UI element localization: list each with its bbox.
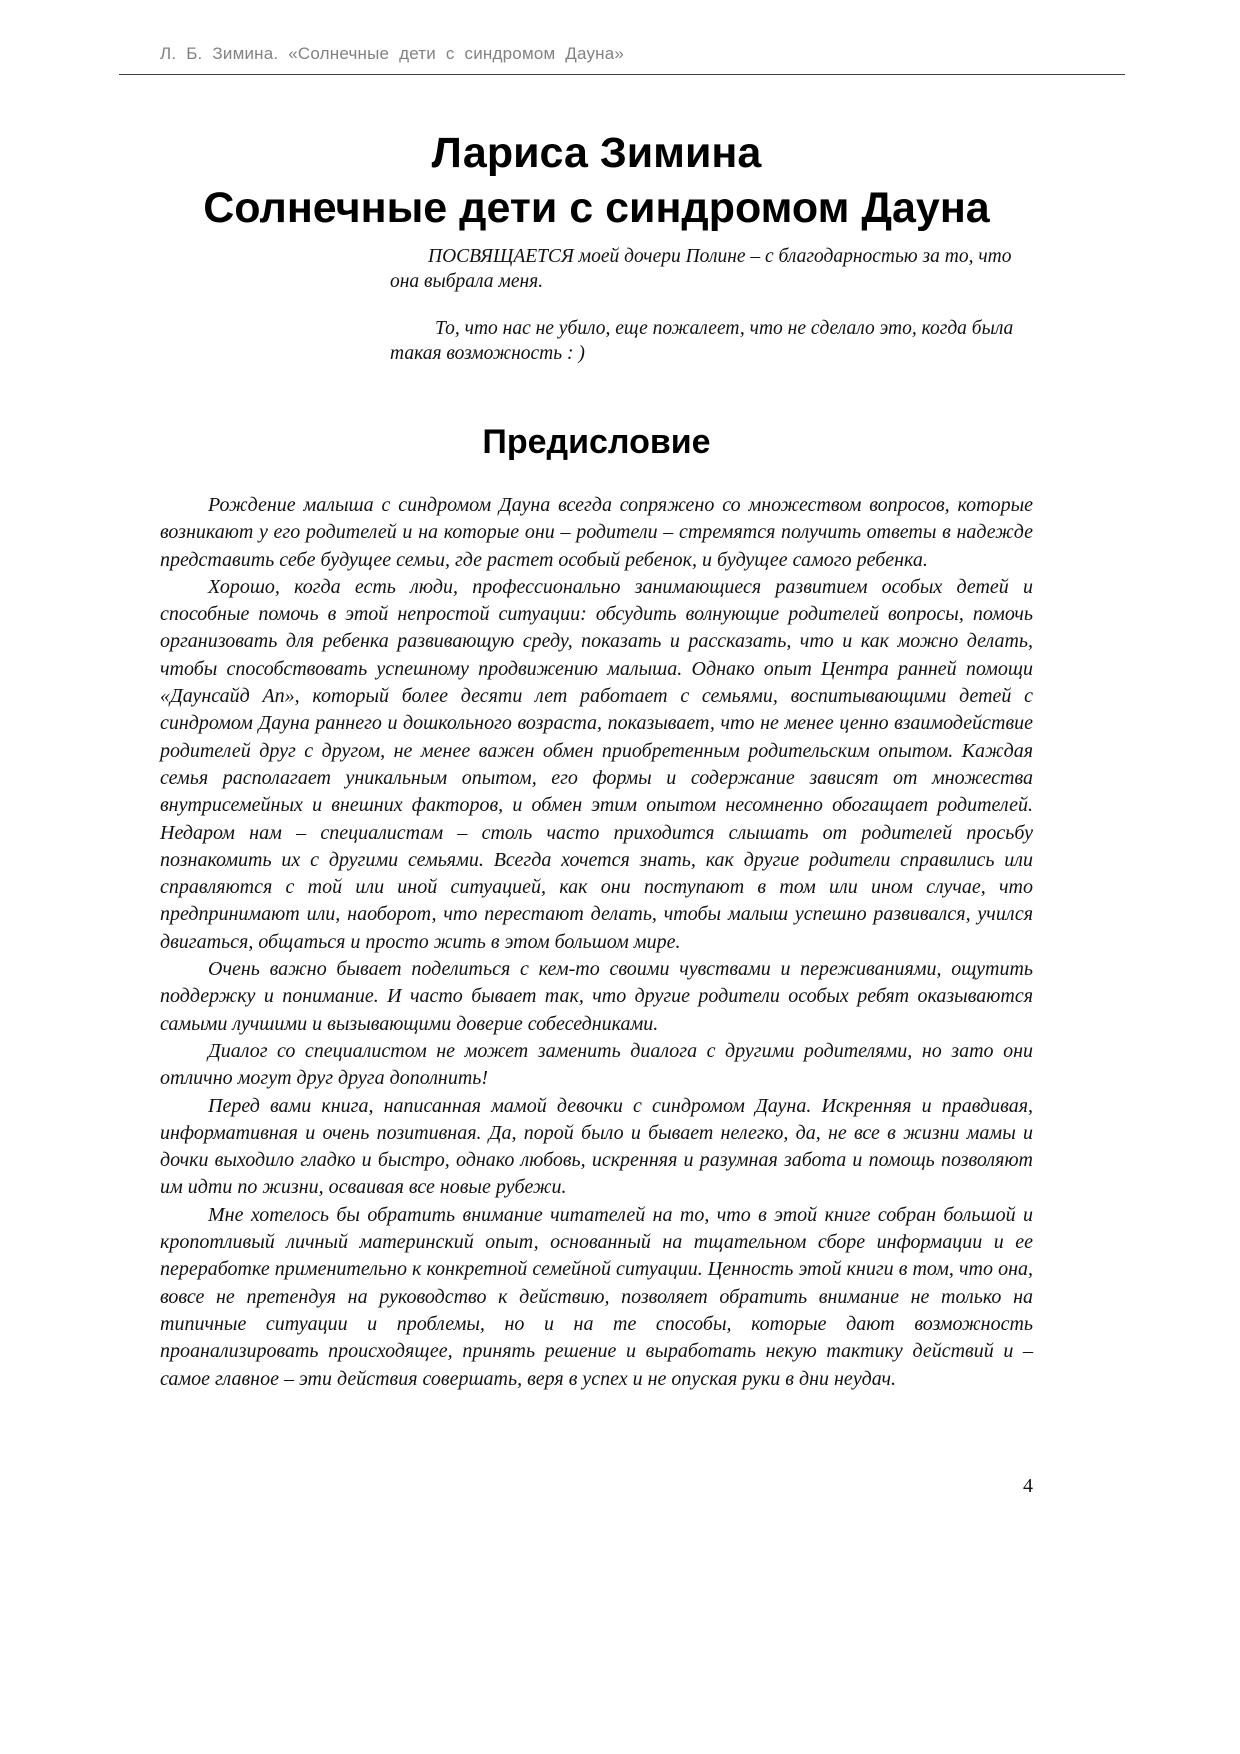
book-author: Лариса Зимина <box>431 129 762 177</box>
page-content <box>160 126 1033 1393</box>
book-title <box>160 126 1033 236</box>
epigraph-text: То, что нас не убило, еще пожалеет, что не сделало это, когда была такая возможность : ) <box>390 318 1014 364</box>
book-name: Солнечные дети с синдромом Дауна <box>203 184 990 232</box>
body-paragraph: Очень важно бывает поделиться с кем-то своими чувствами и переживаниями, ощутить поддержку и понимание. И часто бывает так, что другие родители особых ребят оказываются самыми лучшими и вызывающими доверие собеседниками. <box>160 958 1033 1035</box>
body-paragraph: Диалог со специалистом не может заменить диалога с другими родителями, но зато они отлично могут друг друга дополнить! <box>160 1039 1033 1090</box>
body-paragraph: Хорошо, когда есть люди, профессионально занимающиеся развитием особых детей и способные помочь в этой непростой ситуации: обсудить волнующие родителей вопросы, помочь организовать для ребенка развивающую среду, показать и рассказать, что и как можно делать, чтобы способствовать успешному продвижению малыша. Однако опыт Центра ранней помощи «Даунсайд Ап», который более десяти лет работает с семьями, воспитывающими детей с синдромом Дауна раннего и дошкольного возраста, показывает, что не менее ценно взаимодействие родителей друг с другом, не менее важен обмен приобретенным родительским опытом. Каждая семья располагает уникальным опытом, его формы и содержание зависят от множества внутрисемейных и внешних факторов, и обмен этим опытом несомненно обогащает родителей. Недаром нам – специалистам – столь часто приходится слышать от родителей просьбу познакомить их с другими семьями. Всегда хочется знать, как другие родители справились или справляются с той или иной ситуацией, как они поступают в том или ином случае, что предпринимают или, наоборот, что перестают делать, чтобы малыш успешно развивался, учился двигаться, общаться и просто жить в этом большом мире. <box>160 575 1033 953</box>
body-paragraph: Мне хотелось бы обратить внимание читателей на то, что в этой книге собран большой и кропотливый личный материнский опыт, основанный на тщательном сборе информации и ее переработке применительно к конкретной семейной ситуации. Ценность этой книги в том, что она, вовсе не претендуя на руководство к действию, позволяет обратить внимание не только на типичные ситуации и проблемы, но и на те способы, которые дают возможность проанализировать происходящее, принять решение и выработать некую тактику действий и – самое главное – эти действия совершать, веря в успех и не опуская руки в дни неудач. <box>160 1203 1033 1390</box>
body-paragraph: Перед вами книга, написанная мамой девочки с синдромом Дауна. Искренняя и правдивая, информативная и очень позитивная. Да, порой было и бывает нелегко, да, не все в жизни мамы и дочки выходило гладко и быстро, однако любовь, искренняя и разумная забота и помощь позволяют им идти по жизни, осваивая все новые рубежи. <box>160 1094 1033 1199</box>
section-heading: Предисловие <box>482 423 711 461</box>
dedication-text: ПОСВЯЩАЕТСЯ моей дочери Полине – с благодарностью за то, что она выбрала меня. <box>390 246 1012 292</box>
header-divider <box>119 74 1125 75</box>
page-number: 4 <box>1023 1475 1033 1497</box>
running-title: Л. Б. Зимина. «Солнечные дети с синдромом Дауна» <box>160 44 625 63</box>
running-header <box>119 44 1125 75</box>
body-paragraph: Рождение малыша с синдромом Дауна всегда сопряжено со множеством вопросов, которые возникают у его родителей и на которые они – родители – стремятся получить ответы в надежде представить себе будущее семьи, где растет особый ребенок, и будущее самого ребенка. <box>160 494 1033 571</box>
